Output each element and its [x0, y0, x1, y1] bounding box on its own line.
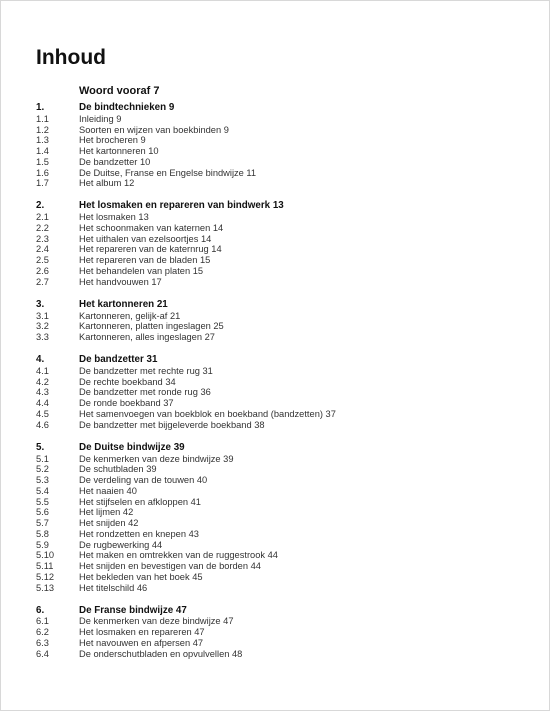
entry-number: 2.2	[36, 222, 49, 233]
chapter-number: 4.	[36, 354, 45, 366]
entry-text: Het repareren van de bladen 15	[79, 255, 211, 266]
toc-entry	[36, 114, 516, 125]
entry-text: Het titelschild 46	[79, 582, 148, 593]
chapter-heading	[36, 103, 516, 114]
toc-entry	[36, 157, 516, 168]
toc-entry	[36, 135, 516, 146]
toc-entry	[36, 244, 516, 255]
entry-text: De verdeling van de touwen 40	[79, 475, 208, 486]
toc-entry	[36, 409, 516, 420]
toc-entry	[36, 321, 516, 332]
chapter-title: Het losmaken en repareren van bindwerk 13	[79, 200, 284, 212]
entry-text: Het behandelen van platen 15	[79, 265, 204, 276]
entry-number: 2.1	[36, 212, 49, 223]
toc-entry	[36, 212, 516, 223]
toc-entry	[36, 420, 516, 431]
entry-number: 5.2	[36, 464, 49, 475]
entry-text: Kartonneren, platten ingeslagen 25	[79, 321, 224, 332]
entry-text: Het album 12	[79, 178, 135, 189]
entry-text: De bandzetter 10	[79, 156, 151, 167]
entry-text: De bandzetter met bijgeleverde boekband 38	[79, 419, 265, 430]
toc-entry	[36, 649, 516, 660]
entry-text: De onderschutbladen en opvulvellen 48	[79, 648, 243, 659]
toc-entry	[36, 387, 516, 398]
entry-text: Het schoonmaken van katernen 14	[79, 222, 224, 233]
entry-number: 4.2	[36, 376, 49, 387]
entry-text: De bandzetter met rechte rug 31	[79, 365, 213, 376]
toc-entry	[36, 168, 516, 179]
toc-entry	[36, 572, 516, 583]
chapter-number: 5.	[36, 441, 45, 453]
entry-text: De ronde boekband 37	[79, 398, 174, 409]
table-of-contents	[36, 103, 516, 659]
chapter-number: 1.	[36, 102, 45, 113]
entry-text: Het handvouwen 17	[79, 276, 162, 287]
chapter-section	[36, 103, 516, 189]
chapter-number: 6.	[36, 604, 45, 616]
toc-entry	[36, 627, 516, 638]
entry-text: De schutbladen 39	[79, 464, 157, 475]
chapter-section	[36, 355, 516, 430]
entry-text: Het snijden en bevestigen van de borden 44	[79, 561, 261, 572]
chapter-section	[36, 300, 516, 343]
entry-number: 5.11	[36, 561, 54, 572]
chapter-section	[36, 443, 516, 594]
toc-entry	[36, 486, 516, 497]
toc-entry	[36, 377, 516, 388]
toc-entry	[36, 529, 516, 540]
entry-text: Het naaien 40	[79, 485, 137, 496]
entry-text: Inleiding 9	[79, 113, 122, 124]
entry-number: 5.7	[36, 518, 49, 529]
entry-text: Het bekleden van het boek 45	[79, 571, 203, 582]
entry-text: Het repareren van de katernrug 14	[79, 244, 222, 255]
toc-entry	[36, 518, 516, 529]
entry-text: Het kartonneren 10	[79, 146, 159, 156]
entry-text: Het stijfselen en afkloppen 41	[79, 496, 201, 507]
entry-text: Het brocheren 9	[79, 135, 146, 146]
entry-number: 5.12	[36, 571, 55, 582]
entry-number: 2.7	[36, 276, 49, 287]
entry-number: 4.6	[36, 419, 49, 430]
entry-number: 3.2	[36, 321, 49, 332]
entry-text: Het lijmen 42	[79, 507, 134, 518]
entry-number: 5.3	[36, 475, 49, 486]
foreword-entry: Woord vooraf 7	[79, 85, 160, 97]
toc-entry	[36, 146, 516, 157]
chapter-number: 2.	[36, 200, 45, 212]
chapter-title: De Franse bindwijze 47	[79, 604, 187, 616]
entry-number: 1.1	[36, 113, 49, 124]
entry-number: 5.10	[36, 550, 55, 561]
chapter-number: 3.	[36, 298, 45, 310]
toc-entry	[36, 616, 516, 627]
entry-number: 1.4	[36, 146, 49, 156]
entry-number: 5.9	[36, 539, 49, 550]
entry-number: 5.4	[36, 485, 49, 496]
toc-entry	[36, 454, 516, 465]
chapter-heading	[36, 355, 516, 366]
entry-text: De Duitse, Franse en Engelse bindwijze 11	[79, 167, 257, 178]
entry-text: Het navouwen en afpersen 47	[79, 637, 204, 648]
entry-text: De kenmerken van deze bindwijze 47	[79, 616, 234, 627]
toc-entry	[36, 366, 516, 377]
entry-number: 4.3	[36, 387, 49, 398]
entry-text: Het uithalen van ezelsoortjes 14	[79, 233, 212, 244]
entry-text: Kartonneren, alles ingeslagen 27	[79, 332, 215, 343]
chapter-title: De bandzetter 31	[79, 354, 158, 366]
toc-entry	[36, 234, 516, 245]
toc-entry	[36, 311, 516, 322]
toc-entry	[36, 125, 516, 136]
toc-entry	[36, 223, 516, 234]
entry-number: 4.1	[36, 365, 49, 376]
entry-number: 1.3	[36, 135, 49, 146]
entry-number: 4.4	[36, 398, 49, 409]
entry-text: Soorten en wijzen van boekbinden 9	[79, 124, 229, 135]
entry-number: 2.4	[36, 244, 49, 255]
toc-entry	[36, 497, 516, 508]
entry-number: 6.3	[36, 637, 49, 648]
chapter-heading	[36, 443, 516, 454]
toc-entry	[36, 255, 516, 266]
chapter-heading	[36, 201, 516, 212]
entry-text: De kenmerken van deze bindwijze 39	[79, 453, 234, 464]
entry-number: 1.5	[36, 156, 49, 167]
entry-text: Het rondzetten en knepen 43	[79, 528, 199, 539]
toc-entry	[36, 507, 516, 518]
entry-text: Het snijden 42	[79, 518, 139, 529]
entry-number: 6.1	[36, 616, 49, 627]
entry-number: 4.5	[36, 408, 49, 419]
entry-text: De rechte boekband 34	[79, 376, 176, 387]
entry-number: 5.1	[36, 453, 49, 464]
entry-number: 2.3	[36, 233, 49, 244]
chapter-section	[36, 606, 516, 660]
toc-entry	[36, 398, 516, 409]
toc-entry	[36, 583, 516, 594]
entry-text: De rugbewerking 44	[79, 539, 163, 550]
toc-entry	[36, 464, 516, 475]
chapter-heading	[36, 606, 516, 617]
toc-entry	[36, 550, 516, 561]
chapter-heading	[36, 300, 516, 311]
chapter-title: Het kartonneren 21	[79, 298, 168, 310]
entry-text: Het samenvoegen van boekblok en boekband (bandzetten) 37	[79, 408, 336, 419]
chapter-title: De Duitse bindwijze 39	[79, 441, 185, 453]
entry-number: 5.8	[36, 528, 49, 539]
entry-number: 3.1	[36, 310, 49, 321]
toc-entry	[36, 561, 516, 572]
toc-entry	[36, 277, 516, 288]
entry-number: 6.2	[36, 627, 49, 638]
toc-entry	[36, 178, 516, 189]
entry-number: 5.5	[36, 496, 49, 507]
page-title: Inhoud	[36, 46, 106, 69]
entry-number: 2.6	[36, 265, 49, 276]
toc-entry	[36, 638, 516, 649]
entry-number: 2.5	[36, 255, 49, 266]
entry-text: Het losmaken en repareren 47	[79, 627, 205, 638]
chapter-section	[36, 201, 516, 287]
entry-number: 5.6	[36, 507, 49, 518]
entry-number: 1.7	[36, 178, 49, 189]
entry-number: 5.13	[36, 582, 55, 593]
entry-text: Het losmaken 13	[79, 212, 149, 223]
entry-text: Het maken en omtrekken van de ruggestrook 44	[79, 550, 278, 561]
toc-entry	[36, 475, 516, 486]
entry-text: De bandzetter met ronde rug 36	[79, 387, 211, 398]
entry-number: 6.4	[36, 648, 49, 659]
chapter-title: De bindtechnieken 9	[79, 102, 175, 113]
toc-entry	[36, 332, 516, 343]
entry-text: Kartonneren, gelijk-af 21	[79, 310, 181, 321]
entry-number: 1.6	[36, 167, 49, 178]
entry-number: 3.3	[36, 332, 49, 343]
entry-number: 1.2	[36, 124, 49, 135]
toc-entry	[36, 540, 516, 551]
toc-entry	[36, 266, 516, 277]
